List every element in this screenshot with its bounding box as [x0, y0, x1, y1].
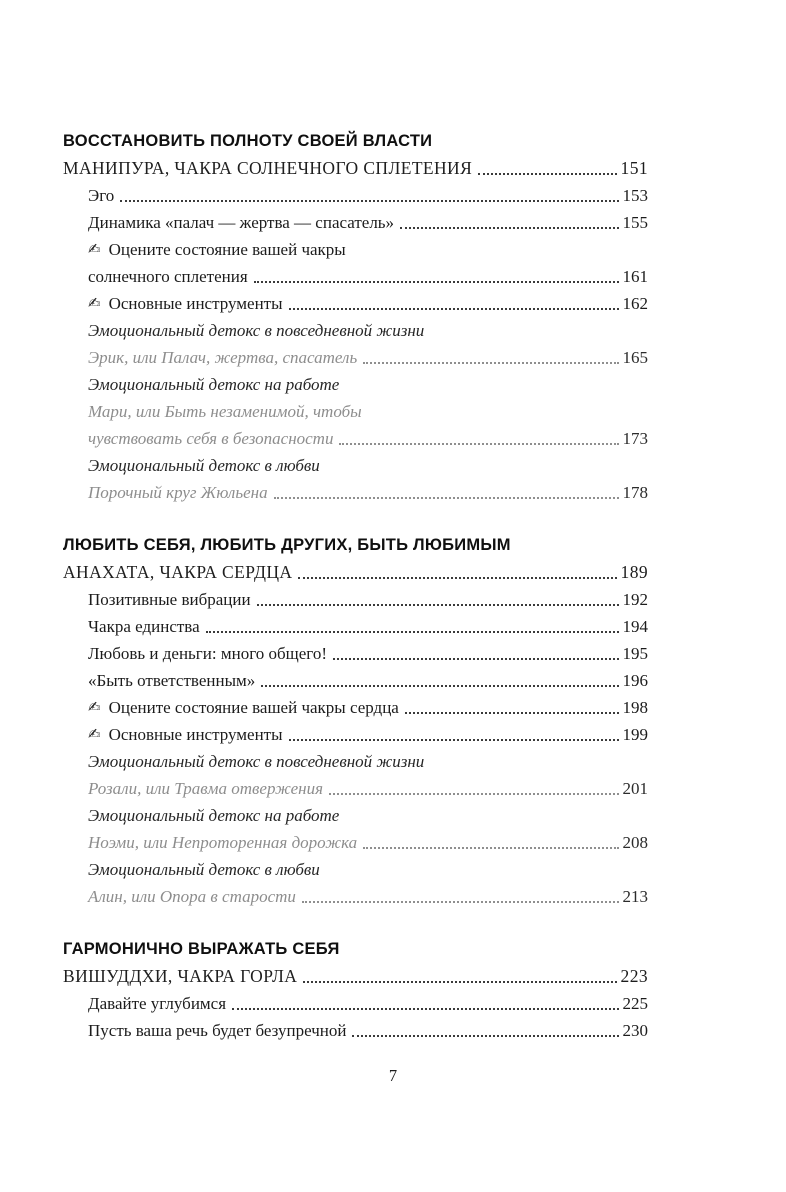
chapter-row — [63, 963, 648, 990]
entry-page-number: 223 — [620, 966, 648, 986]
entry-page-number: 162 — [622, 294, 648, 313]
dot-leader — [298, 577, 616, 579]
entry-label: Позитивные вибрации — [88, 590, 251, 609]
page-number: 7 — [388, 1066, 398, 1085]
entry-page-number: 153 — [622, 186, 648, 205]
section-heading: ЛЮБИТЬ СЕБЯ, ЛЮБИТЬ ДРУГИХ, БЫТЬ ЛЮБИМЫМ — [63, 536, 511, 554]
entry-label: «Быть ответственным» — [88, 671, 256, 690]
dot-leader — [329, 793, 618, 795]
writing-hand-icon: ✍ — [88, 725, 101, 743]
entry-page-number: 213 — [622, 887, 648, 906]
entry-page-number: 208 — [622, 833, 648, 852]
dot-leader — [478, 173, 616, 175]
entry-page-number: 225 — [622, 994, 648, 1013]
toc-entry-row — [63, 398, 648, 425]
entry-label: Основные инструменты — [108, 294, 283, 313]
entry-label: Ноэми, или Непроторенная дорожка — [88, 833, 358, 852]
entry-label: чувствовать себя в безопасности — [88, 429, 334, 448]
toc-entry-row — [63, 236, 648, 263]
toc-entry-row — [63, 1017, 648, 1044]
dot-leader — [206, 631, 619, 633]
toc-entry-row — [63, 263, 648, 290]
toc-entry-row — [63, 317, 648, 344]
entry-page-number: 155 — [622, 213, 648, 232]
entry-label: Эмоциональный детокс в повседневной жизни — [88, 321, 425, 340]
dot-leader — [303, 981, 616, 983]
entry-label: Оцените состояние вашей чакры — [108, 240, 346, 259]
entry-page-number: 178 — [622, 483, 648, 502]
toc-entry-row — [63, 586, 648, 613]
entry-label: АНАХАТА, ЧАКРА СЕРДЦА — [63, 562, 293, 582]
entry-label: Эмоциональный детокс на работе — [88, 806, 340, 825]
toc-entry-row — [63, 883, 648, 910]
dot-leader — [289, 739, 619, 741]
section-heading: ВОССТАНОВИТЬ ПОЛНОТУ СВОЕЙ ВЛАСТИ — [63, 132, 433, 150]
dot-leader — [333, 658, 619, 660]
writing-hand-icon: ✍ — [88, 294, 101, 312]
toc-entry-row — [63, 452, 648, 479]
dot-leader — [405, 712, 619, 714]
entry-label: Алин, или Опора в старости — [88, 887, 296, 906]
dot-leader — [363, 362, 618, 364]
chapter-row — [63, 155, 648, 182]
writing-hand-icon: ✍ — [88, 698, 101, 716]
entry-label: Основные инструменты — [108, 725, 283, 744]
entry-page-number: 151 — [620, 158, 648, 178]
writing-hand-icon: ✍ — [88, 240, 101, 258]
entry-page-number: 192 — [622, 590, 648, 609]
entry-page-number: 230 — [622, 1021, 648, 1040]
entry-page-number: 201 — [622, 779, 648, 798]
entry-label: Чакра единства — [88, 617, 200, 636]
dot-leader — [254, 281, 619, 283]
entry-page-number: 173 — [622, 429, 648, 448]
toc-section — [63, 936, 648, 1044]
dot-leader — [302, 901, 619, 903]
toc-entry-row — [63, 748, 648, 775]
toc-entry-row — [63, 209, 648, 236]
entry-label: МАНИПУРА, ЧАКРА СОЛНЕЧНОГО СПЛЕТЕНИЯ — [63, 158, 473, 178]
entry-page-number: 189 — [620, 562, 648, 582]
entry-label: солнечного сплетения — [88, 267, 248, 286]
toc-section — [63, 128, 648, 506]
toc-entry-row — [63, 371, 648, 398]
entry-label: Любовь и деньги: много общего! — [88, 644, 327, 663]
entry-page-number: 199 — [622, 725, 648, 744]
entry-page-number: 165 — [622, 348, 648, 367]
section-heading: ГАРМОНИЧНО ВЫРАЖАТЬ СЕБЯ — [63, 940, 340, 958]
toc-entry-row — [63, 694, 648, 721]
toc-entry-row — [63, 344, 648, 371]
dot-leader — [352, 1035, 618, 1037]
entry-label: Давайте углубимся — [88, 994, 227, 1013]
toc-entry-row — [63, 479, 648, 506]
toc-entry-row — [63, 721, 648, 748]
toc-entry-row — [63, 425, 648, 452]
entry-label: Эмоциональный детокс в любви — [88, 456, 320, 475]
toc-entry-row — [63, 290, 648, 317]
toc-entry-row — [63, 990, 648, 1017]
dot-leader — [232, 1008, 618, 1010]
entry-label: Розали, или Травма отвержения — [88, 779, 324, 798]
entry-label: ВИШУДДХИ, ЧАКРА ГОРЛА — [63, 966, 298, 986]
chapter-row — [63, 559, 648, 586]
dot-leader — [363, 847, 618, 849]
entry-label: Эрик, или Палач, жертва, спасатель — [88, 348, 358, 367]
entry-label: Порочный круг Жюльена — [88, 483, 268, 502]
toc-entry-row — [63, 775, 648, 802]
dot-leader — [261, 685, 618, 687]
toc-entry-row — [63, 802, 648, 829]
entry-label: Эмоциональный детокс в повседневной жизни — [88, 752, 425, 771]
entry-label: Динамика «палач — жертва — спасатель» — [88, 213, 395, 232]
entry-page-number: 161 — [622, 267, 648, 286]
table-of-contents — [63, 128, 648, 1070]
toc-entry-row — [63, 829, 648, 856]
entry-page-number: 195 — [622, 644, 648, 663]
entry-page-number: 196 — [622, 671, 648, 690]
entry-label: Эмоциональный детокс на работе — [88, 375, 340, 394]
entry-label: Оцените состояние вашей чакры сердца — [108, 698, 399, 717]
dot-leader — [274, 497, 619, 499]
dot-leader — [257, 604, 619, 606]
toc-entry-row — [63, 182, 648, 209]
entry-label: Мари, или Быть незаменимой, чтобы — [88, 402, 362, 421]
entry-page-number: 194 — [622, 617, 648, 636]
entry-label: Эмоциональный детокс в любви — [88, 860, 320, 879]
dot-leader — [400, 227, 618, 229]
toc-section — [63, 532, 648, 910]
toc-entry-row — [63, 640, 648, 667]
dot-leader — [289, 308, 619, 310]
entry-label: Пусть ваша речь будет безупречной — [88, 1021, 347, 1040]
toc-entry-row — [63, 613, 648, 640]
toc-entry-row — [63, 856, 648, 883]
entry-page-number: 198 — [622, 698, 648, 717]
dot-leader — [120, 200, 618, 202]
dot-leader — [339, 443, 618, 445]
toc-entry-row — [63, 667, 648, 694]
entry-label: Эго — [88, 186, 115, 205]
